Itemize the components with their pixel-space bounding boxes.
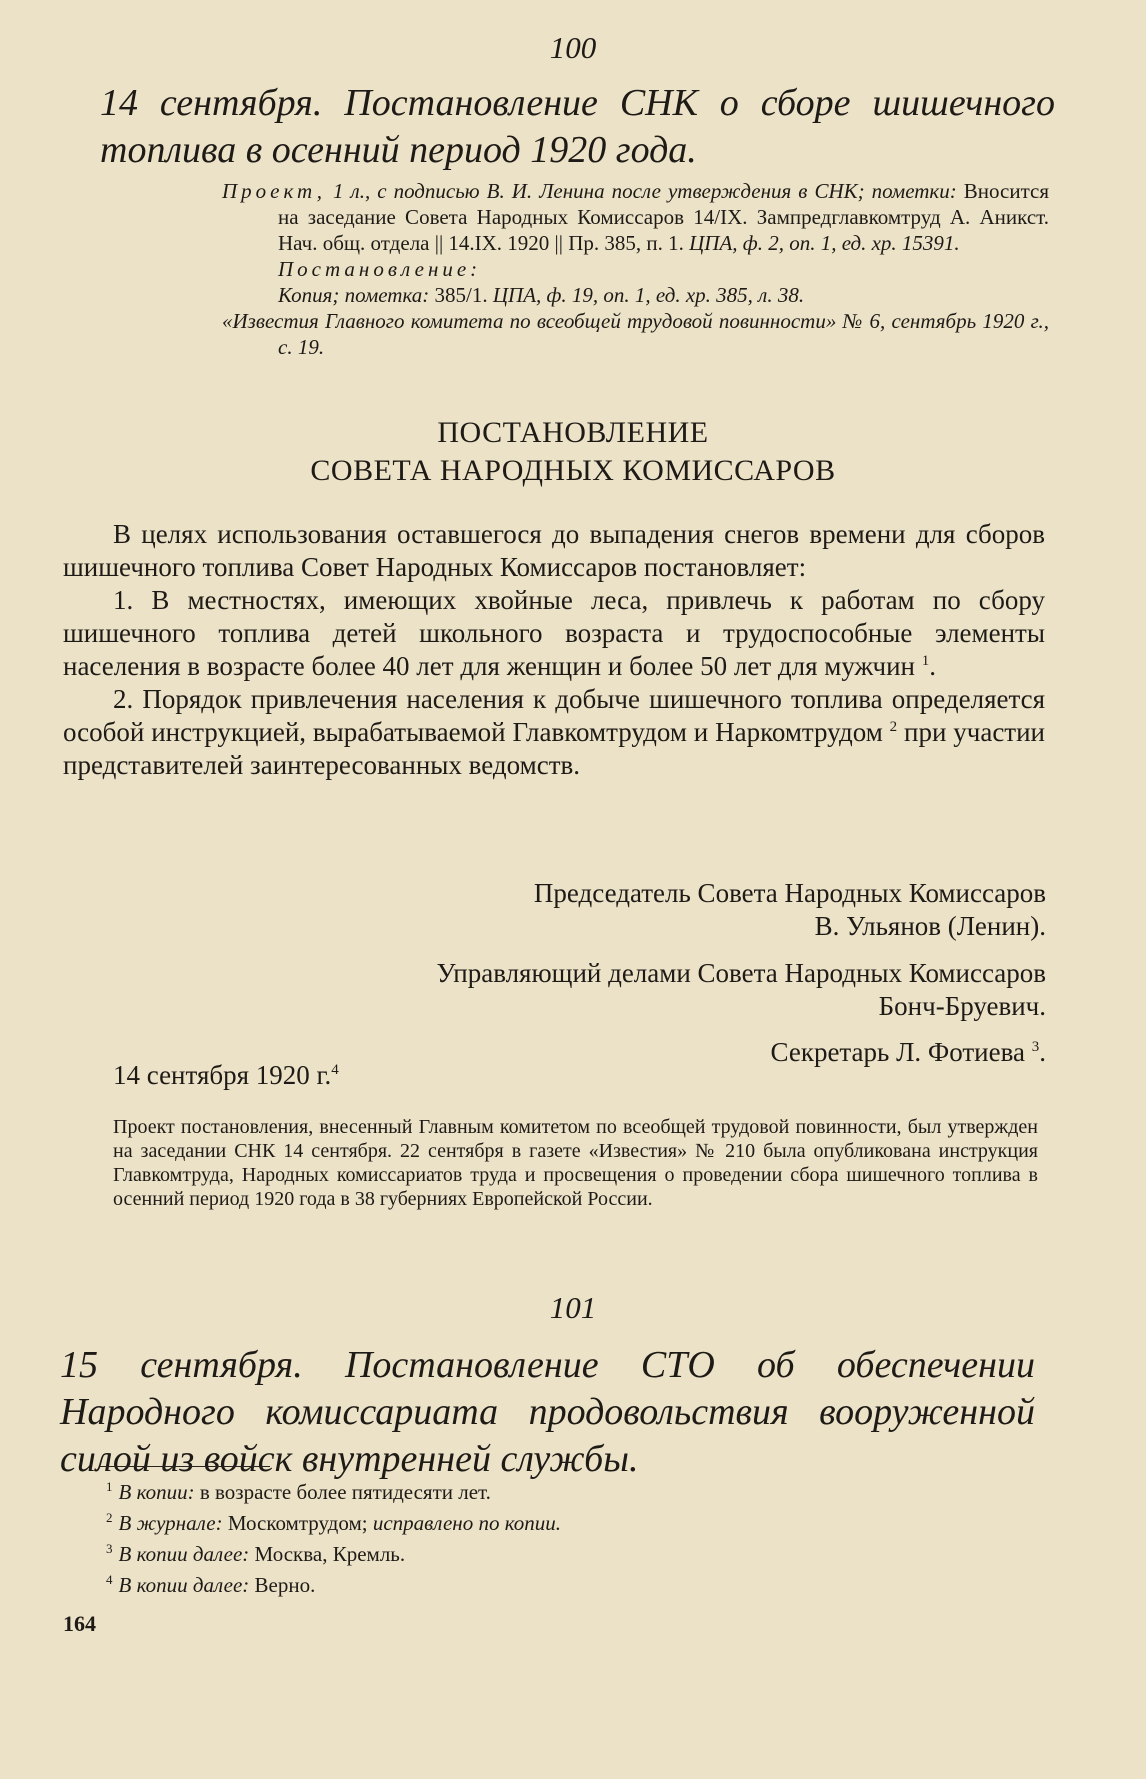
source-draft bbox=[222, 178, 1049, 256]
decree-point-2-end: при участии представителей заинтересованных ведомств. bbox=[63, 717, 1045, 780]
source-draft-label: Проект, bbox=[222, 179, 326, 203]
footnotes bbox=[106, 1474, 561, 1598]
decree-title bbox=[0, 414, 1146, 490]
decree-date bbox=[113, 1060, 339, 1091]
source-publication: «Известия Главного комитета по всеобщей трудовой повинности» № 6, сентябрь 1920 г., с. 19. bbox=[222, 309, 1049, 359]
source-draft-marks: Вносится на заседание Совета Народных Комиссаров 14/IX. Зампредглавкомтруд А. Аникст. Нач. общ. отдела || 14.IX. 1920 || Пр. 385, п. 1. bbox=[278, 179, 1049, 255]
signature-manager-name: Бонч-Бруевич. bbox=[878, 991, 1046, 1021]
footnote-label: В копии далее: bbox=[118, 1573, 250, 1597]
source-decree-label-line bbox=[222, 256, 1049, 282]
signature-chair-name: В. Ульянов (Ленин). bbox=[814, 911, 1046, 941]
commentary-text: Проект постановления, внесенный Главным комитетом по всеобщей трудовой повинности, был утвержден на заседании СНК 14 сентября. 22 сентября в газете «Известия» № 210 была опубликована инструкция Главкомтруда, Народных комиссариатов труда и просвещения о проведении сбора шишечного топлива в осенний период 1920 года в 38 губерниях Европейской России. bbox=[113, 1116, 1038, 1210]
source-draft-archive: ЦПА, ф. 2, оп. 1, ед. хр. 15391. bbox=[683, 231, 960, 255]
footnote-4 bbox=[106, 1567, 561, 1598]
decree-date-text: 14 сентября 1920 г. bbox=[113, 1060, 332, 1090]
page-number: 164 bbox=[63, 1611, 96, 1636]
signature-secretary-end: . bbox=[1039, 1037, 1046, 1067]
decree-point-1-text: 1. В местностях, имеющих хвойные леса, привлечь к работам по сбору шишечного топлива детей школьного возраста и трудоспособные элементы населения в возрасте более 40 лет для женщин и более 50 лет для мужчин bbox=[63, 585, 1045, 681]
decree-point-2-text: 2. Порядок привлечения населения к добыче шишечного топлива определяется особой инструкцией, вырабатываемой Главкомтрудом и Наркомтрудом bbox=[63, 684, 1045, 747]
footnote-mark: 4 bbox=[106, 1572, 113, 1587]
document-heading: 14 сентября. Постановление СНК о сборе шишечного топлива в осенний период 1920 года. bbox=[100, 82, 1055, 171]
decree-title-line1: ПОСТАНОВЛЕНИЕ bbox=[437, 416, 709, 449]
document-number-2: 101 bbox=[549, 1290, 597, 1325]
footnote-divider bbox=[100, 1466, 270, 1467]
footnote-text: Москомтрудом; bbox=[222, 1511, 368, 1535]
document-heading-2: 15 сентября. Постановление СТО об обеспечении Народного комиссариата продовольствия вооруженной силой из войск внутренней службы. bbox=[60, 1344, 1035, 1480]
footnote-ref-1: 1 bbox=[921, 653, 930, 669]
document-number: 100 bbox=[549, 30, 597, 65]
footnote-text: в возрасте более пятидесяти лет. bbox=[194, 1480, 491, 1504]
footnote-ref-4: 4 bbox=[331, 1062, 339, 1078]
decree-point-1 bbox=[63, 584, 1045, 683]
signature-secretary bbox=[771, 1036, 1047, 1069]
footnote-note: исправлено по копии. bbox=[367, 1511, 561, 1535]
footnote-ref-2: 2 bbox=[889, 719, 898, 735]
footnote-label: В копии далее: bbox=[118, 1542, 250, 1566]
archival-source-note bbox=[222, 178, 1049, 360]
source-decree-label: Постановление: bbox=[278, 257, 482, 281]
footnote-text: Верно. bbox=[249, 1573, 316, 1597]
editorial-commentary bbox=[113, 1115, 1038, 1211]
decree-preamble: В целях использования оставшегося до выпадения снегов времени для сборов шишечного топлива Совет Народных Комиссаров постановляет: bbox=[63, 519, 1045, 582]
source-copy bbox=[222, 282, 1049, 308]
footnote-mark: 3 bbox=[106, 1541, 113, 1556]
footnote-ref-3: 3 bbox=[1031, 1039, 1040, 1055]
source-draft-desc: 1 л., с подписью В. И. Ленина после утверждения в СНК; пометки: bbox=[325, 179, 957, 203]
footnote-label: В копии: bbox=[118, 1480, 195, 1504]
decree-point-2 bbox=[63, 683, 1045, 782]
signature-secretary-text: Секретарь Л. Фотиева bbox=[770, 1037, 1025, 1067]
footnote-2 bbox=[106, 1505, 561, 1536]
decree-point-1-end: . bbox=[929, 651, 936, 681]
source-copy-label: Копия; пометка: bbox=[278, 283, 430, 307]
decree-body bbox=[63, 518, 1045, 782]
source-copy-archive: ЦПА, ф. 19, оп. 1, ед. хр. 385, л. 38. bbox=[487, 283, 805, 307]
signature-chair-title: Председатель Совета Народных Комиссаров bbox=[533, 878, 1046, 908]
footnote-text: Москва, Кремль. bbox=[249, 1542, 406, 1566]
footnote-mark: 1 bbox=[106, 1479, 113, 1494]
footnote-3 bbox=[106, 1536, 561, 1567]
source-copy-mark: 385/1. bbox=[429, 283, 488, 307]
footnote-1 bbox=[106, 1474, 561, 1505]
footnote-label: В журнале: bbox=[118, 1511, 223, 1535]
decree-title-line2: СОВЕТА НАРОДНЫХ КОМИССАРОВ bbox=[310, 454, 836, 487]
footnote-mark: 2 bbox=[106, 1510, 113, 1525]
signature-manager-title: Управляющий делами Совета Народных Комиссаров bbox=[436, 958, 1046, 988]
